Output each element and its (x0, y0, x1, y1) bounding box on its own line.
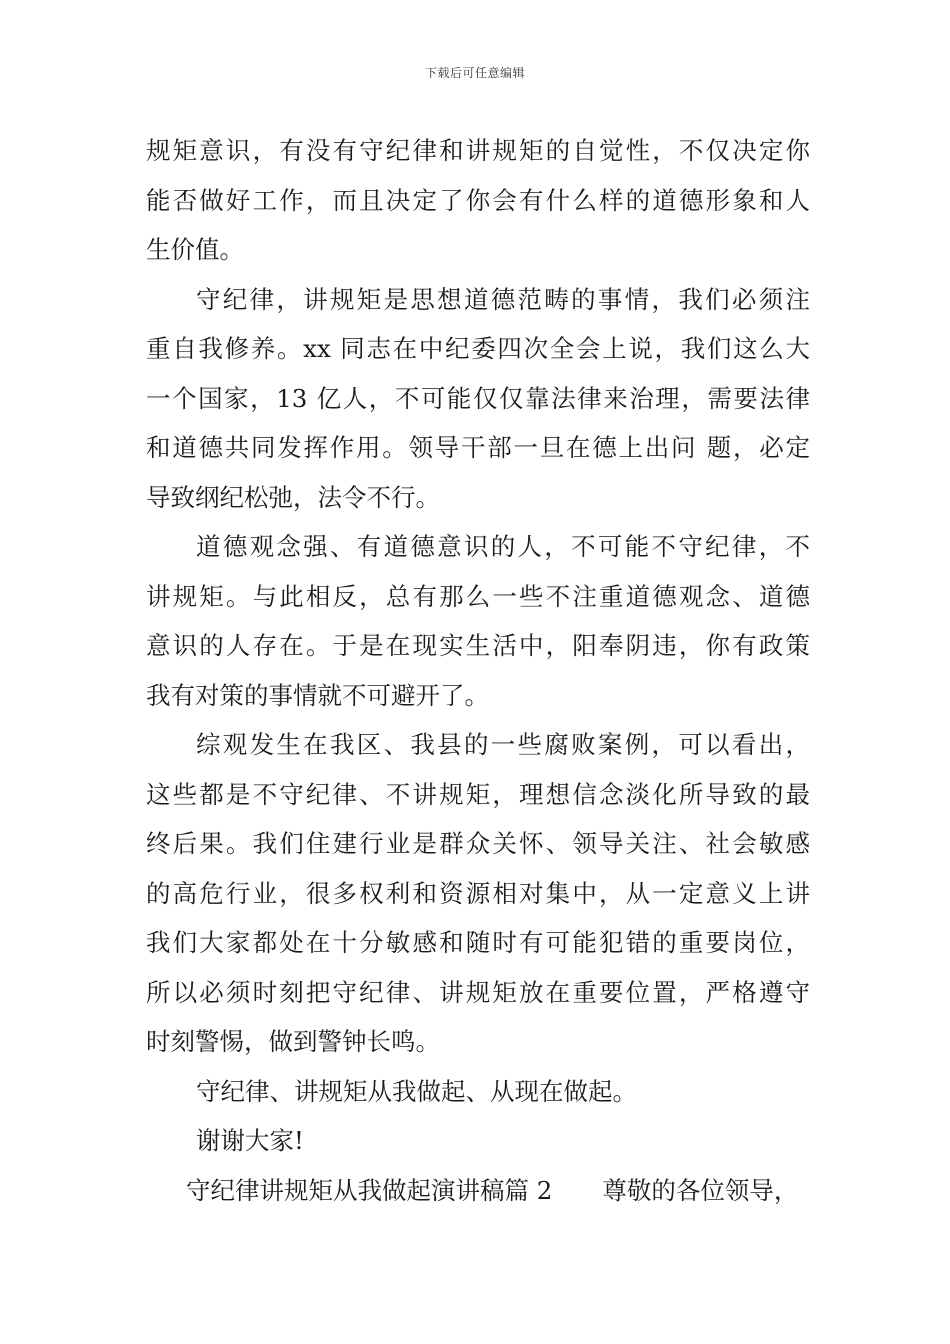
text-line: 所以必须时刻把守纪律、讲规矩放在重要位置，严格遵守 (146, 977, 810, 1007)
next-section-line (146, 1166, 810, 1216)
text-line: 规矩意识，有没有守纪律和讲规矩的自觉性，不仅决定你 (146, 136, 810, 165)
text-line: 能否做好工作，而且决定了你会有什么样的道德形象和人 (146, 185, 810, 215)
text-line: 生价值。 (146, 235, 244, 264)
page-header: 下载后可任意编辑 (424, 66, 525, 80)
paragraph (146, 522, 810, 720)
paragraph (146, 275, 810, 523)
paragraph (146, 720, 810, 1067)
text-line: 和道德共同发挥作用。领导干部一旦在德上出问 题，必定 (146, 433, 810, 462)
text-line: 重自我修养。xx 同志在中纪委四次全会上说，我们这么大 (146, 334, 810, 363)
text-line: 守纪律，讲规矩是思想道德范畴的事情，我们必须注 (196, 284, 810, 314)
text-line: 我有对策的事情就不可避开了。 (146, 680, 489, 710)
text-line: 讲规矩。与此相反，总有那么一些不注重道德观念、道德 (146, 581, 810, 611)
text-line: 意识的人存在。于是在现实生活中，阳奉阴违，你有政策 (146, 631, 810, 660)
text-line: 守纪律、讲规矩从我做起、从现在做起。 (196, 1076, 637, 1106)
text-line: 这些都是不守纪律、不讲规矩，理想信念淡化所导致的最 (146, 779, 810, 809)
salutation: 尊敬的各位领导， (602, 1175, 799, 1205)
text-line: 的高危行业，很多权利和资源相对集中，从一定意义上讲 (146, 878, 810, 908)
text-line: 时刻警惕，做到警钟长鸣。 (146, 1027, 440, 1056)
text-line: 综观发生在我区、我县的一些腐败案例，可以看出， (196, 730, 810, 759)
paragraph (146, 1067, 810, 1117)
document-body (146, 126, 810, 1215)
paragraph (146, 1116, 810, 1166)
text-line: 谢谢大家! (196, 1126, 304, 1155)
text-line: 我们大家都处在十分敏感和随时有可能犯错的重要岗位， (146, 928, 810, 957)
section-title: 守纪律讲规矩从我做起演讲稿篇 2 (186, 1175, 553, 1205)
text-line: 终后果。我们住建行业是群众关怀、领导关注、社会敏感 (146, 829, 810, 858)
paragraph (146, 126, 810, 275)
text-line: 导致纲纪松弛，法令不行。 (146, 482, 440, 512)
text-line: 道德观念强、有道德意识的人，不可能不守纪律，不 (196, 532, 810, 561)
text-line: 一个国家，13 亿人，不可能仅仅靠法律来治理，需要法律 (146, 383, 810, 413)
